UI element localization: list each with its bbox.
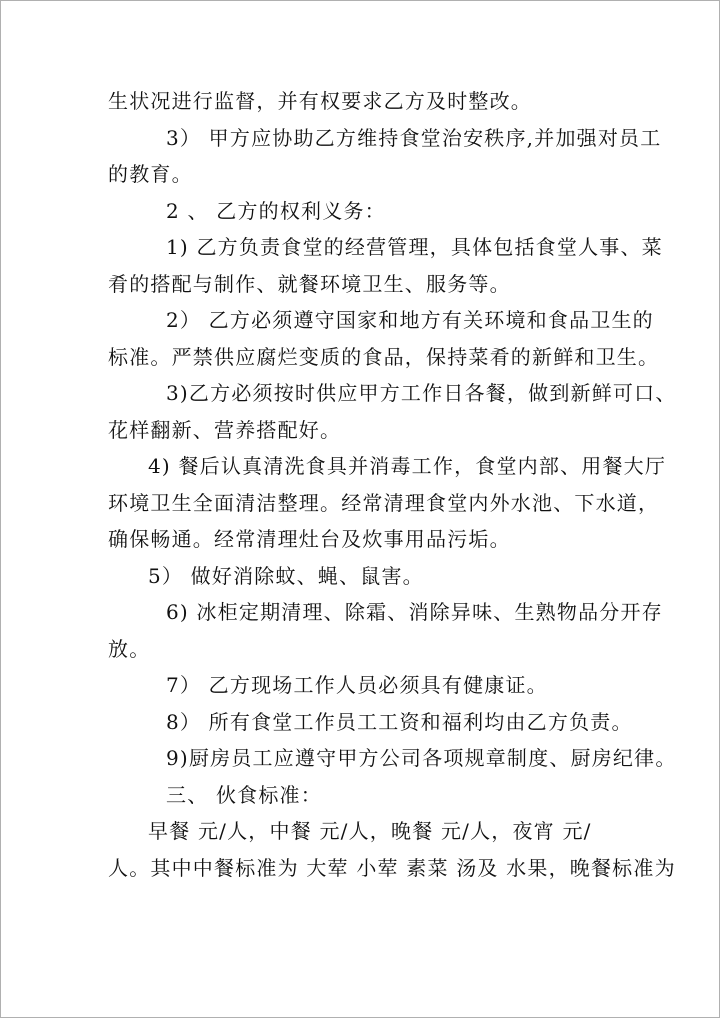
text-line-6: 肴的搭配与制作、就餐环境卫生、服务等。: [108, 271, 511, 296]
document-body: [108, 83, 677, 886]
text-line-11: 4) 餐后认真清洗食具并消毒工作，食堂内部、用餐大厅: [148, 454, 667, 478]
text-line-8: 标准。严禁供应腐烂变质的食品，保持菜肴的新鲜和卫生。: [108, 344, 660, 369]
text-line-9: 3)乙方必须按时供应甲方工作日各餐，做到新鲜可口、: [166, 381, 677, 405]
text-line-22: 人。其中中餐标准为 大荤 小荤 素菜 汤及 水果，晚餐标准为: [108, 855, 676, 880]
text-line-3: 的教育。: [108, 162, 193, 186]
text-line-19: 9)厨房员工应遵守甲方公司各项规章制度、厨房纪律。: [166, 746, 677, 770]
text-line-18: 8） 所有食堂工作员工工资和福利均由乙方负责。: [166, 709, 633, 734]
section-heading-3: 三、 伙食标准：: [166, 782, 322, 807]
text-line-17: 7） 乙方现场工作人员必须具有健康证。: [166, 673, 548, 697]
text-line-1: 生状况进行监督，并有权要求乙方及时整改。: [108, 89, 532, 113]
text-line-16: 放。: [108, 636, 151, 661]
text-line-12: 环境卫生全面清洁整理。经常清理食堂内外水池、下水道，: [108, 490, 660, 515]
section-heading-2: 2 、 乙方的权利义务：: [166, 198, 386, 223]
text-line-5: 1) 乙方负责食堂的经营管理，具体包括食堂人事、菜: [166, 235, 663, 259]
text-line-14: 5） 做好消除蚊、蝇、鼠害。: [148, 563, 424, 588]
text-line-15: 6) 冰柜定期清理、除霜、消除异味、生熟物品分开存: [166, 600, 663, 624]
text-line-7: 2） 乙方必须遵守国家和地方有关环境和食品卫生的: [166, 308, 654, 332]
text-line-21: 早餐 元/人，中餐 元/人，晚餐 元/人，夜宵 元/: [148, 819, 592, 843]
text-line-10: 花样翻新、营养搭配好。: [108, 417, 342, 442]
text-line-2: 3） 甲方应协助乙方维持食堂治安秩序,并加强对员工: [166, 125, 662, 150]
text-line-13: 确保畅通。经常清理灶台及炊事用品污垢。: [108, 527, 511, 551]
